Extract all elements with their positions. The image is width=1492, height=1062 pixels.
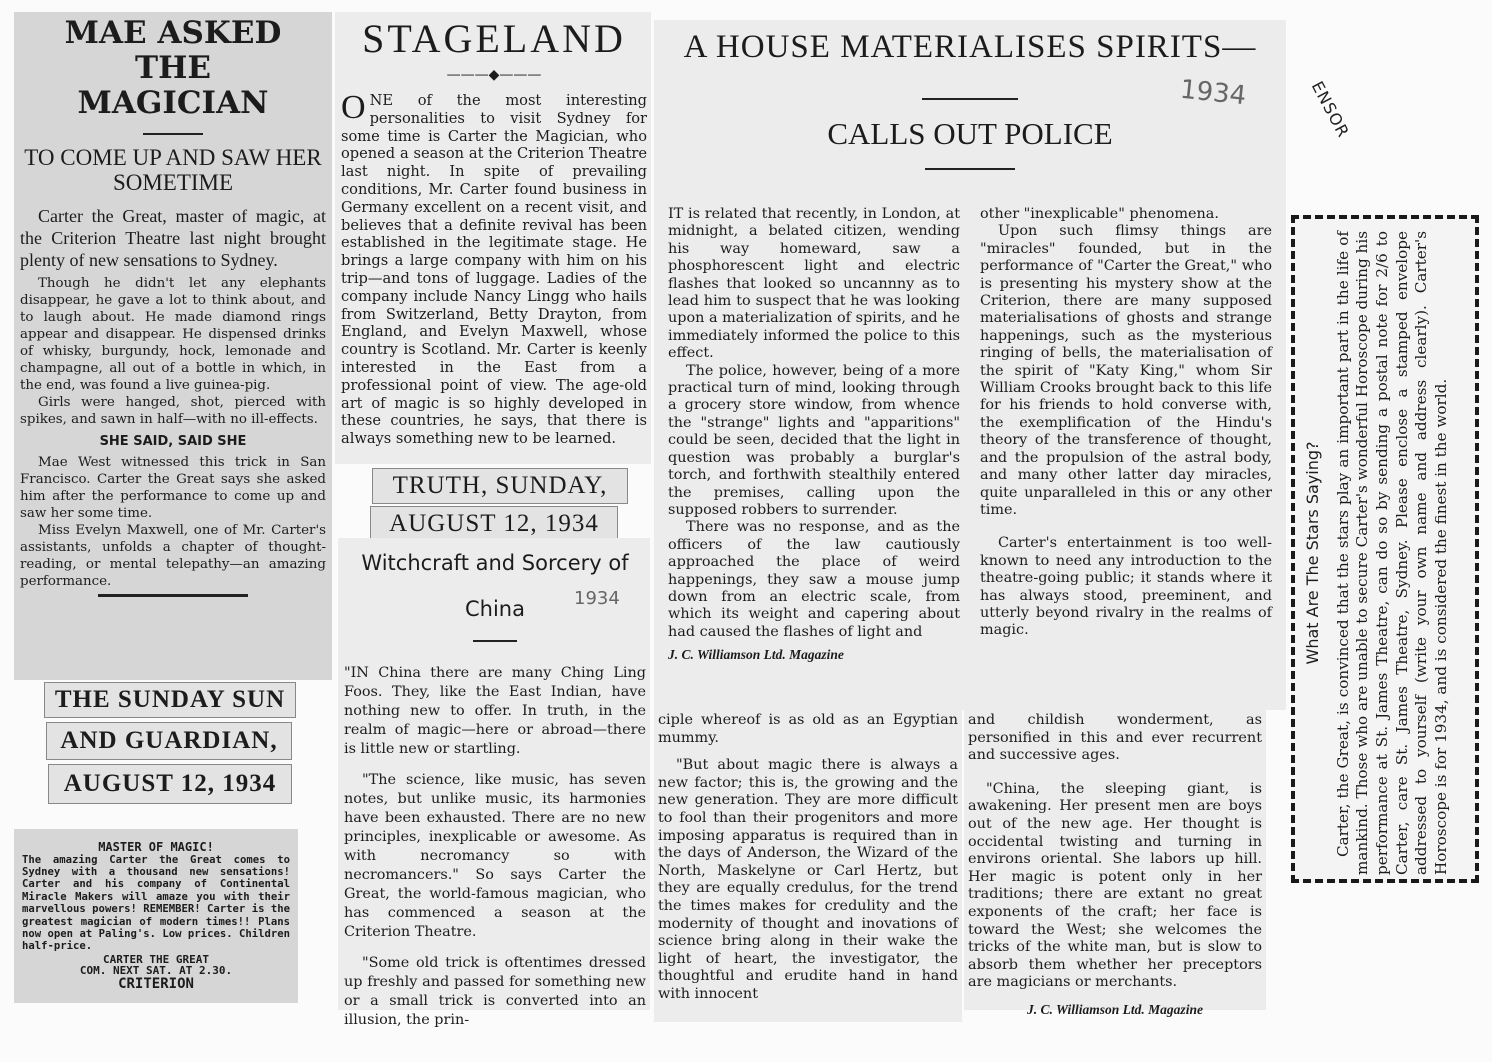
advert-master-of-magic (14, 829, 298, 1003)
china-para: ciple whereof is as old as an Egyptian mummy. (658, 712, 958, 746)
divider (925, 168, 1015, 170)
handwritten-date: 1934 (574, 588, 620, 609)
mae-para: Though he didn't let any elephants disappear, he gave a lot to think about, and to laugh about. He made diamond rings appear and disappear. He dispensed drinks of whisky, burgundy, hock, lemonade and champagne, all out of a bottle in which, in the end, was found a live guinea-pig. (20, 276, 326, 393)
masthead-line: TRUTH, SUNDAY, (392, 472, 608, 499)
horoscope-body: Carter, the Great, is convinced that the stars play an important part in the life of mankind. Those who are unable to secure Carter's wonderful Horoscope during his performance at St. James Theatre, can do so by sending a postal note for 2/6 to Carter, care St. James Theatre, Sydney. Please enclose a stamped envelope addressed to yourself (write your own name and address clearly). Carter's Horoscope is for 1934, and is considered the finest in the world. (1333, 231, 1450, 875)
china-para: "Some old trick is oftentimes dressed up freshly and passed for something new or a small trick is converted into an illusion, the prin- (344, 955, 646, 1028)
ornament-divider: ———◆——— (446, 67, 542, 83)
stageland-body-start: NE (369, 92, 393, 109)
article-stageland (335, 12, 651, 464)
china-para: "But about magic there is always a new factor; this is, the growing and the new generation. They are more difficult to fool than their progenitors and more imposing apparatus is required than in the days of Anderson, the Wizard of the North, Maskelyne or Carl Hertz, but they are equally credulus, for the trend the times makes for credulity and the modernity of thought and inovations of science bring along in their wake the light of heart, the investigator, the thoughtful and erudite hand in hand with innocent (658, 757, 958, 1002)
divider (98, 594, 248, 597)
house-subhead: CALLS OUT POLICE (827, 116, 1113, 151)
mae-para: Girls were hanged, shot, pierced with spikes, and sawn in half—with no ill-effects. (20, 395, 326, 427)
ad-body: The amazing Carter the Great comes to Sydney with a thousand new sensations! Carter and his company of Continental Miracle Makers will amaze you with their marvellous powers! REMEMBER! Carter is the greatest magician of modern times!! Plans now open at Paling's. Low prices. Children half-price. (22, 853, 290, 953)
mae-headline: MAE ASKED THE MAGICIAN (64, 15, 282, 121)
article-mae-asked-the-magician (14, 12, 332, 680)
house-para: Carter's entertainment is too well-known to need any introduction to the theatre-going public; it stands where it has always stood, preeminent, and utterly beyond rivalry in the realms of magic. (980, 535, 1272, 639)
ad-line: CRITERION (118, 975, 194, 992)
divider (922, 98, 1018, 100)
house-para: The police, however, being of a more practical turn of mind, looking through a grocery store window, from whence the "strange" lights and "apparitions" could be seen, decided that the light in question was probably a burglar's torch, and forthwith stealthily entered the premises, calling upon the supposed robbers to surrender. (668, 362, 960, 518)
house-column-2 (980, 206, 1272, 663)
mae-para: Mae West witnessed this trick in San Francisco. Carter the Great says she asked him after the performance to come up and saw her some time. (20, 454, 326, 521)
china-headline: Witchcraft and Sorcery of China (361, 551, 629, 621)
china-para: "IN China there are many Ching Ling Foos. They, like the East Indian, have nothing new to offer. In truth, in the realm of magic—here or abroad—there is little new or startling. (344, 665, 646, 757)
house-para: Upon such flimsy things are "miracles" founded, but in the performance of "Carter the Great," who is presenting his mystery show at the Criterion, there are many supposed materialisations of ghosts and strange happenings, such as the mysterious ringing of bells, the materialisation of the spirit of "Katy King," whom Sir William Crooks brought back to this life for his friends to hold converse with, the exemplification of the Hindu's theory of the transference of thought, and the propulsion of the astral body, and many other latter day miracles, quite unparalleled in this or any other time. (980, 223, 1272, 518)
stamp-mark (1308, 78, 1353, 141)
ad-line: COM. NEXT SAT. AT 2.30. (79, 964, 233, 978)
article-house-materialises (654, 20, 1286, 710)
horoscope-rotated-text (1299, 223, 1479, 883)
china-column-3 (964, 710, 1266, 1017)
china-column-2 (654, 710, 962, 1022)
mae-para: Miss Evelyn Maxwell, one of Mr. Carter's assistants, unfolds a chapter of thought-reading, or mental telepathy—an amazing performance. (20, 522, 326, 589)
masthead-sunday-sun (44, 682, 296, 718)
house-para: other "inexplicable" phenomena. (980, 206, 1219, 222)
house-column-1 (668, 206, 960, 663)
masthead-truth-date (370, 506, 618, 540)
article-witchcraft-china (338, 538, 650, 1028)
horoscope-title: What Are The Stars Saying? (1303, 441, 1322, 665)
mae-crosshead: SHE SAID, SAID SHE (99, 434, 247, 449)
masthead-line: AND GUARDIAN, (60, 727, 278, 754)
house-headline: A HOUSE MATERIALISES SPIRITS— (683, 29, 1257, 65)
stageland-headline: STAGELAND (362, 16, 626, 61)
masthead-guardian (46, 722, 292, 760)
mae-subhead: TO COME UP AND SAW HER SOMETIME (24, 145, 322, 195)
china-signature: J. C. Williamson Ltd. Magazine (1027, 1001, 1203, 1017)
masthead-line: THE SUNDAY SUN (54, 686, 286, 713)
dropcap: O (341, 89, 366, 126)
ad-line: CARTER THE GREAT (103, 952, 209, 966)
ad-title: MASTER OF MAGIC! (98, 840, 214, 854)
masthead-line: AUGUST 12, 1934 (63, 770, 277, 797)
stageland-body-text: of the most interesting personalities to visit Sydney for some time is Carter the Magician, who opened a season at the Criterion Theatre last night. In spite of prevailing conditions, Mr. Carter found business in Germany excellent on a recent visit, and believes that a definite revival has been established in the legitimate stage. He brings a large company with him on his trip—and tons of luggage. Ladies of the company include Nancy Lingg who hails from Switzerland, Betty Drayton, from England, and Evelyn Maxwell, whose country is Scotland. Mr. Carter is keenly interested in the East from a professional point of view. The age-old art of magic is so highly developed in these countries, he says, that there is always something new to be learned. (341, 92, 647, 448)
masthead-date (48, 764, 292, 804)
masthead-truth (372, 468, 628, 504)
stamp-text: ENSOR (1307, 78, 1354, 141)
china-para: "China, the sleeping giant, is awakening. Her present men are boys out of the new age. Her thought is occidental twisting and turning in environs oriental. She labors up hill. Her magic is potent only in her traditions; there are extant no great exponents of the craft; her face is toward the West; she welcomes the tricks of the white man, but is slow to absorb them whether her preceptors are magicians or merchants. (968, 780, 1262, 991)
stageland-body (341, 89, 647, 448)
masthead-line: AUGUST 12, 1934 (389, 510, 599, 537)
china-para: "The science, like music, has seven notes, but unlike music, its harmonies have been exhausted. There are no new principles, inexplicable or awesome. As with necromancy so with necromancers." So says Carter the Great, the world-famous magician, who has commenced a season at the Criterion Theatre. (344, 772, 646, 940)
house-signature: J. C. Williamson Ltd. Magazine (668, 647, 844, 663)
divider (143, 133, 203, 135)
house-para: IT is related that recently, in London, at midnight, a belated citizen, wending his way homeward, saw a phosphorescent light and electric flashes that looked so uncannny as to lead him to suspect that he was looking upon a materialization of spirits, and he immediately informed the police to this effect. (668, 206, 960, 362)
mae-lead: Carter the Great, master of magic, at the Criterion Theatre last night brought plenty of new sensations to Sydney. (20, 206, 326, 270)
horoscope-clipping (1291, 215, 1479, 883)
divider (473, 640, 517, 642)
house-para: There was no response, and as the officers of the law cautiously approached the place of weird happenings, they saw a mouse jump down from an electric scale, from which its weight and capering about had caused the flashes of light and (668, 519, 960, 640)
handwritten-date: 1934 (1178, 74, 1248, 112)
china-para: and childish wonderment, as personified in this and ever recurrent and successive ages. (968, 712, 1262, 764)
house-columns (668, 206, 1272, 663)
